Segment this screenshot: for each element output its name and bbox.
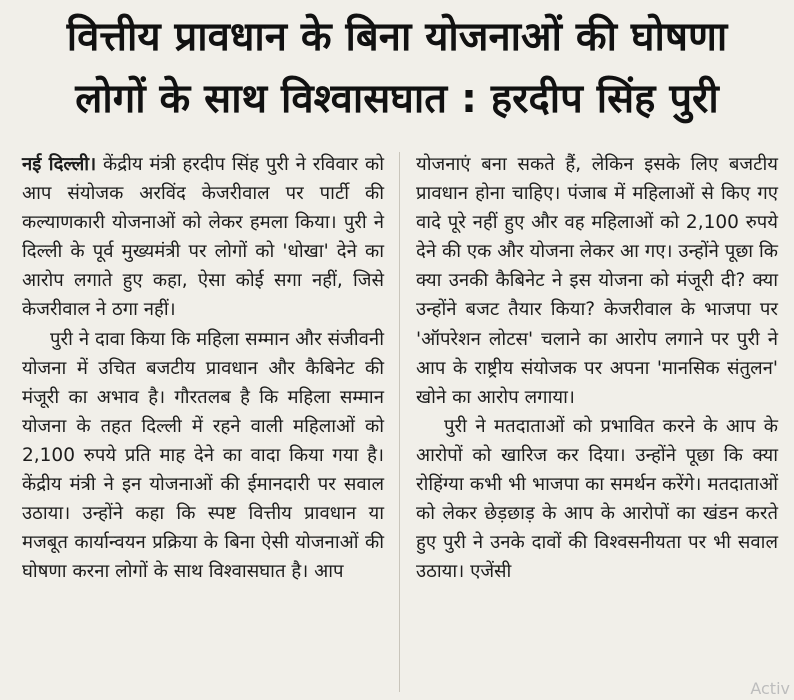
headline-line-2: लोगों के साथ विश्वासघात : हरदीप सिंह पुरी — [75, 76, 719, 122]
headline-line-1: वित्तीय प्रावधान के बिना योजनाओं की घोषणा — [66, 14, 728, 60]
article-paragraph: पुरी ने मतदाताओं को प्रभावित करने के आप के आरोपों को खारिज कर दिया। उन्होंने पूछा कि क्या रोहिंग्या कभी भी भाजपा का समर्थन करेंगे। मतदाताओं को लेकर छेड़छाड़ के आप के आरोपों का खंडन करते हुए पुरी ने उनके दावों की विश्वसनीयता पर भी सवाल उठाया। एजेंसी — [416, 415, 778, 583]
article-paragraph: पुरी ने दावा किया कि महिला सम्मान और संजीवनी योजना में उचित बजटीय प्रावधान और कैबिनेट की मंजूरी का अभाव है। गौरतलब है कि महिला सम्मान योजना के तहत दिल्ली में रहने वाली महिलाओं को 2,100 रुपये प्रति माह देने का वादा किया गया है। केंद्रीय मंत्री ने इन योजनाओं की ईमानदारी पर सवाल उठाया। उन्होंने कहा कि स्पष्ट वित्तीय प्रावधान या मजबूत कार्यान्वयन प्रक्रिया के बिना ऐसी योजनाओं की घोषणा करना लोगों के साथ विश्वासघात है। आप — [22, 328, 384, 583]
paragraph-text: केंद्रीय मंत्री हरदीप सिंह पुरी ने रविवार को आप संयोजक अरविंद केजरीवाल पर पार्टी की कल्याणकारी योजनाओं को लेकर हमला किया। पुरी ने दिल्ली के पूर्व मुख्यमंत्री पर लोगों को 'धोखा' देने का आरोप लगाते हुए कहा, ऐसा कोई सगा नहीं, जिसे केजरीवाल ने ठगा नहीं। — [22, 154, 384, 321]
article-column-right — [416, 150, 778, 586]
article-paragraph — [22, 150, 384, 325]
article-column-left — [22, 150, 384, 586]
dateline: नई दिल्ली। — [22, 154, 97, 175]
article-paragraph: योजनाएं बना सकते हैं, लेकिन इसके लिए बजटीय प्रावधान होना चाहिए। पंजाब में महिलाओं से किए गए वादे पूरे नहीं हुए और वह महिलाओं को 2,100 रुपये देने की एक और योजना लेकर आ गए। उन्होंने पूछा कि क्या उनकी कैबिनेट ने इस योजना को मंजूरी दी? क्या उन्होंने बजट तैयार किया? केजरीवाल के भाजपा पर 'ऑपरेशन लोटस' चलाने का आरोप लगाने पर पुरी ने आप के राष्ट्रीय संयोजक पर अपना 'मानसिक संतुलन' खोने का आरोप लगाया। — [416, 154, 778, 408]
column-divider — [399, 152, 400, 692]
watermark-text: Activ — [750, 679, 790, 698]
